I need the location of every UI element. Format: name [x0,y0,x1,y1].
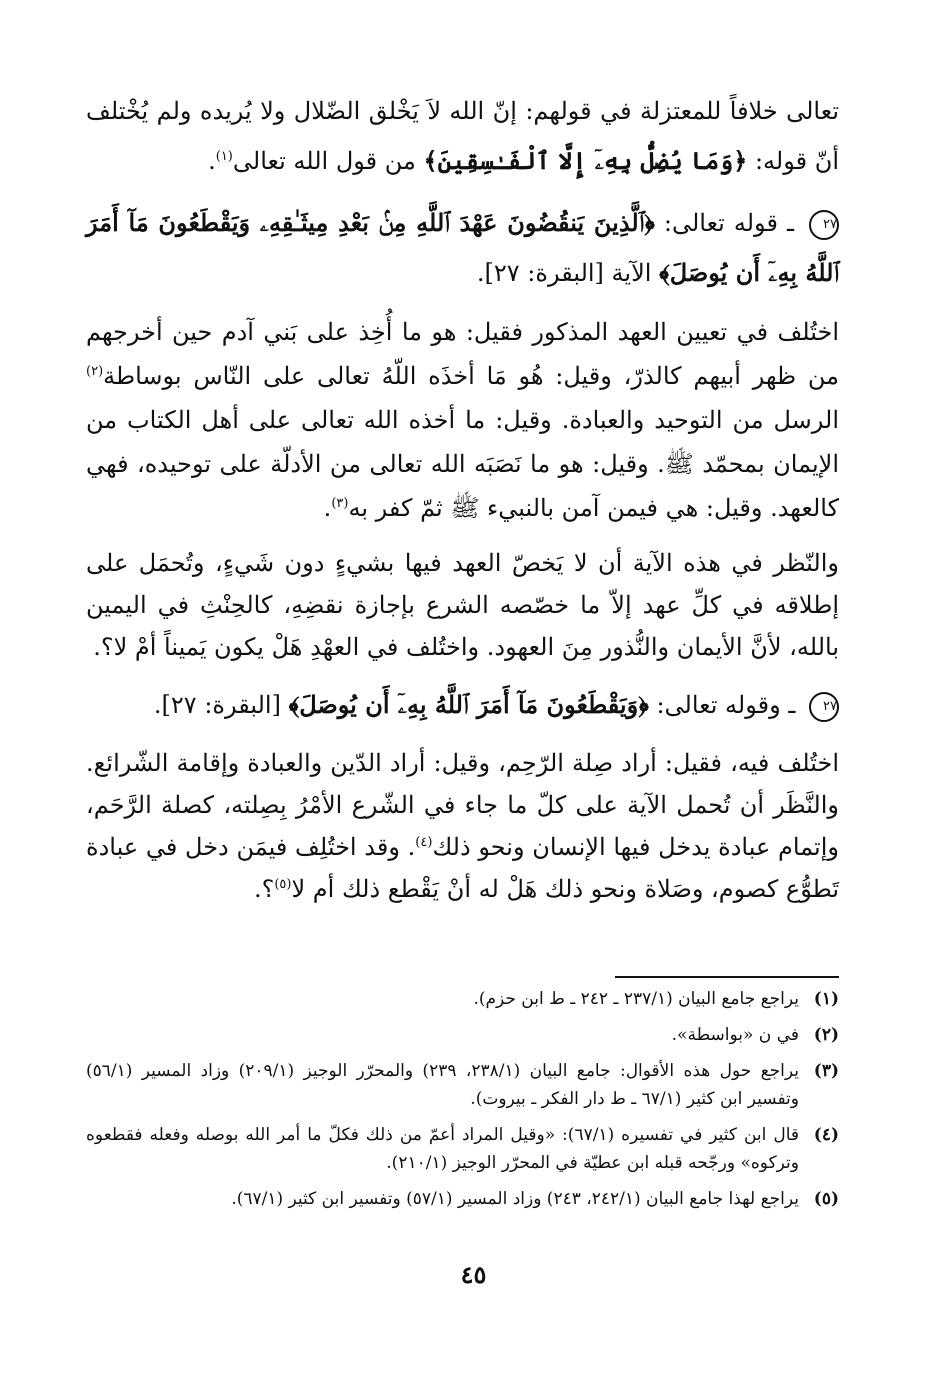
paragraph-text: . وقد اختُلِف فيمَن دخل في عبادة تَطوُّع كصوم، وصَلاة ونحو ذلك هَلْ له أنْ يَقْطع ذلك أم لا [86,833,839,903]
paragraph-6 [86,742,839,910]
footnote-text: في ن «بواسطة». [671,1025,799,1045]
paragraph-text: تعالى خلافاً للمعتزلة في قولهم: إنّ الله لاَ يَخْلق الضّلال ولا يُريده ولم يُخْتلف أنّ قوله: [86,97,839,175]
footnote-item [86,985,839,1013]
footnote-item [86,1021,839,1049]
ayah-number-marker: ٢٧ [809,692,839,722]
quran-quote: ﴿ٱلَّذِينَ يَنقُضُونَ عَهْدَ ٱللَّهِ مِنۢ بَعْدِ مِيثَـٰقِهِۦ وَيَقْطَعُونَ مَآ أَمَرَ ٱللَّهُ بِهِۦٓ أَن يُوصَلَ﴾ [86,208,839,287]
footnote-item [86,1057,839,1113]
footnote-item [86,1185,839,1213]
paragraph-text: . [208,147,216,175]
footnote-ref: (٥) [274,877,292,892]
footnote-text: يراجع لهذا جامع البيان (٢٤٢/١، ٢٤٣) وزاد المسير (٥٧/١) وتفسير ابن كثير (٦٧/١). [231,1189,799,1209]
footnote-number: (٥) [813,1189,839,1209]
ayah-number-marker: ٢٧ [809,210,839,240]
paragraph-text: والنّظر في هذه الآية أن لا يَخصّ العهد فيها بشيءٍ دون شَيءٍ، وتُحمَل على إطلاقه في كلِّ عهد إلاّ ما خصّصه الشرع بإجازة نقضِهِ، كالحِنْثِ في اليمين بالله، لأنَّ الأيمان والنُّذور مِنَ العهود. واختُلف في العهْدِ هَلْ يكون يَميناً أمْ لا؟. [86,549,839,661]
footnote-item [86,1121,839,1177]
paragraph-text: ؟. [253,875,275,903]
footnote-ref: (١) [215,149,233,164]
footnote-number: (٤) [813,1125,839,1145]
main-text [86,0,839,910]
quran-quote: ﴿وَمَا يُضِلُّ بِهِۦٓ إِلَّا ٱلْفَـٰسِقِينَ﴾ [423,146,748,175]
footnote-ref: (٣) [331,496,349,511]
paragraph-5 [86,680,839,730]
footnotes [86,985,839,1221]
footnote-divider [615,976,839,978]
paragraph-text: . [323,494,332,522]
paragraph-text: ـ قوله تعالى: [654,209,803,237]
footnote-text: يراجع جامع البيان (٢٣٧/١ ـ ٢٤٢ ـ ط ابن حزم). [473,989,799,1009]
footnote-ref: (٢) [86,364,104,379]
paragraph-text: الرسل من التوحيد والعبادة. وقيل: ما أخذه الله تعالى على أهل الكتاب من الإيمان بمحمّد ﷺ. وقيل: هو ما نَصَبَه الله تعالى من الأدلّة على توحيده، فهي كالعهد. وقيل: هي فيمن آمن بالنبيء ﷺ ثمّ كفر به [86,406,839,522]
footnote-text: قال ابن كثير في تفسيره (٦٧/١): «وقيل المراد أعمّ من ذلك فكلّ ما أمر الله بوصله وفعله فقطعوه وتركوه» ورجّحه قبله ابن عطيّة في المحرّر الوجيز (٢١٠/١). [86,1125,800,1173]
footnote-ref: (٤) [415,835,433,850]
paragraph-text: اختُلف في تعيين العهد المذكور فقيل: هو ما أُخِذ على بَني آدم حين أخرجهم من ظهر أبيهم كالذرّ، وقيل: هُو مَا أخذَه اللّهُ تعالى على النّاس بوساطة [86,318,839,390]
paragraph-text: [البقرة: ٢٧]. [153,691,289,719]
paragraph-text: من قول الله تعالى [232,147,424,175]
paragraph-text: اختُلف فيه، فقيل: أراد صِلة الرّحِم، وقيل: أراد الدّين والعبادة وإقامة الشّرائع. والنَّظَر أن تُحمل الآية على كلّ ما جاء في الشّرع الأمْرُ بِصِلته، كصلة الرَّحَم، وإتمام عبادة يدخل فيها الإنسان ونحو ذلك [86,749,840,861]
page-number: ٤٥ [460,1260,487,1289]
paragraph-4 [86,542,839,668]
paragraph-text: الآية [البقرة: ٢٧]. [476,259,660,287]
paragraph-3 [86,310,839,530]
footnote-number: (٢) [813,1025,839,1045]
paragraph-1 [86,86,839,186]
footnote-text: يراجع حول هذه الأقوال: جامع البيان (٢٣٨/١، ٢٣٩) والمحرّر الوجيز (٢٠٩/١) وزاد المسير (٥٦/١) وتفسير ابن كثير (٦٧/١ ـ ط دار الفكر ـ بيروت). [86,1061,800,1109]
paragraph-2 [86,198,839,298]
quran-quote: ﴿وَيَقْطَعُونَ مَآ أَمَرَ ٱللَّهُ بِهِۦٓ أَن يُوصَلَ﴾ [288,690,649,719]
footnote-number: (١) [813,989,839,1009]
paragraph-text: ـ وقوله تعالى: [648,691,803,719]
footnote-number: (٣) [813,1061,839,1081]
